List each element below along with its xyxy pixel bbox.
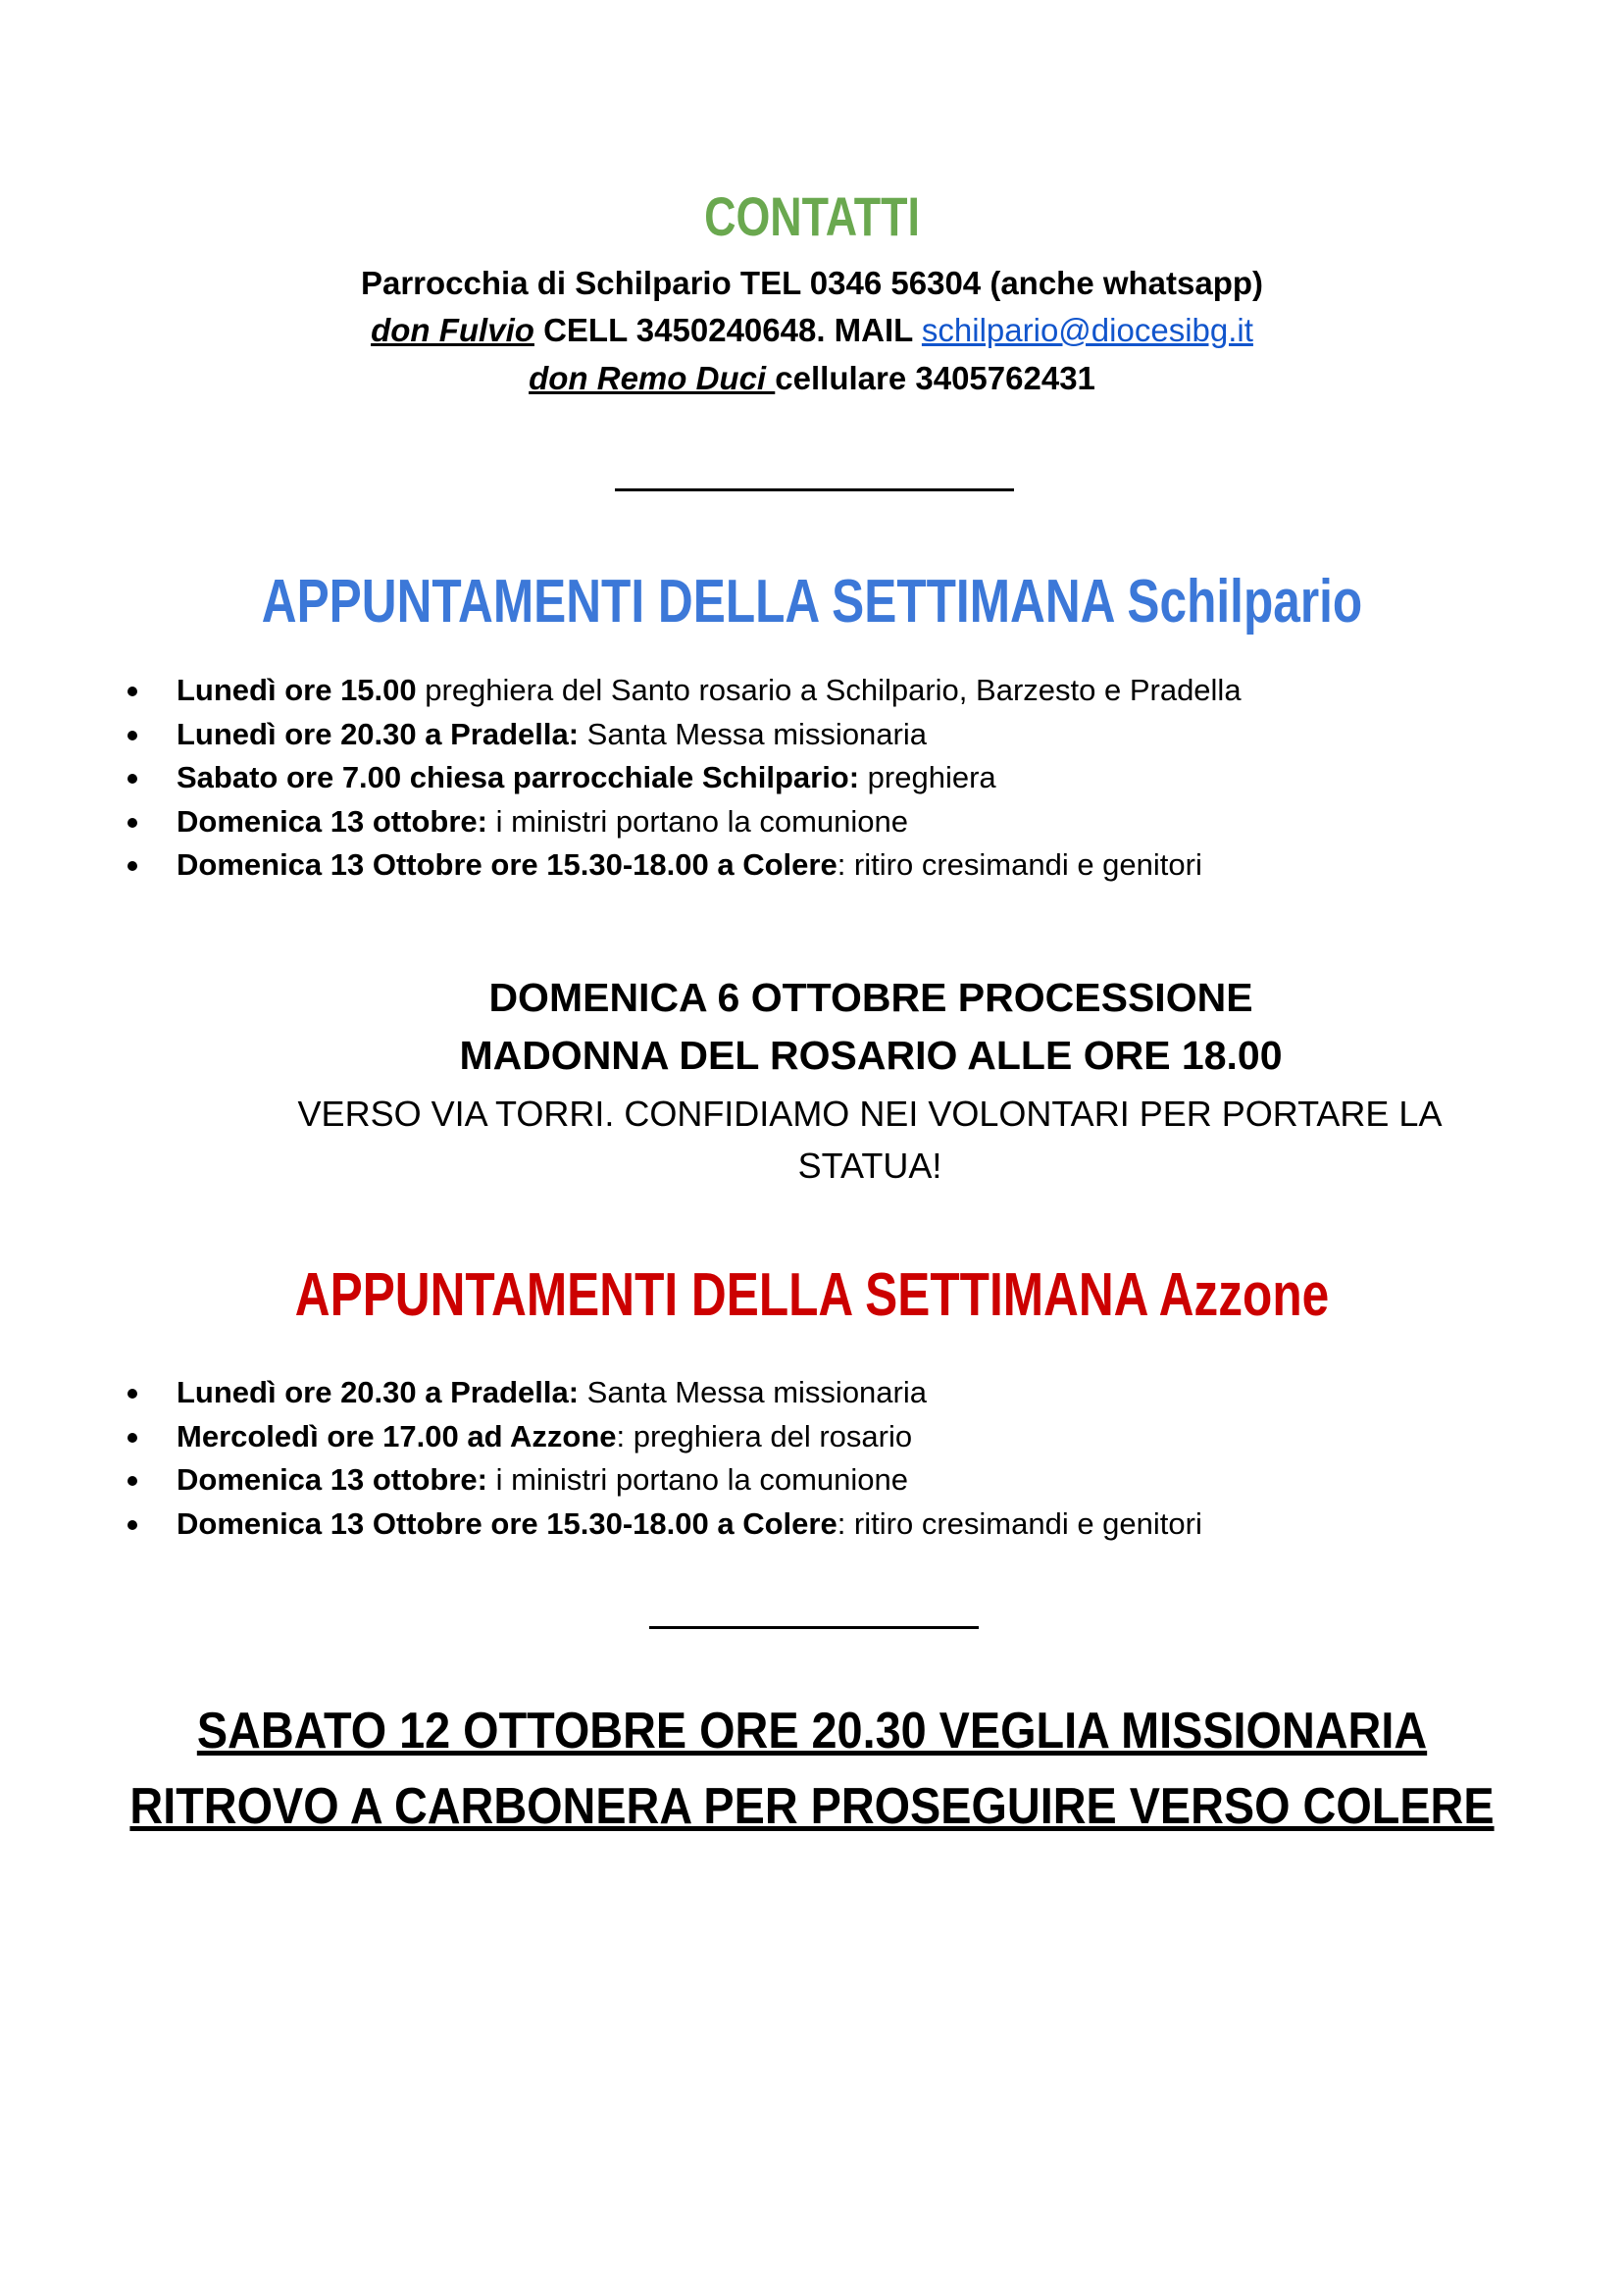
azzone-section-title: APPUNTAMENTI DELLA SETTIMANA Azzone	[294, 1261, 1330, 1329]
don-fulvio-name: don Fulvio	[371, 312, 534, 348]
event-description: Santa Messa missionaria	[579, 716, 927, 751]
procession-note-line2: STATUA!	[797, 1146, 942, 1186]
event-description: : ritiro cresimandi e genitori	[837, 1505, 1202, 1541]
event-when: Domenica 13 ottobre:	[177, 1462, 487, 1497]
schilpario-event-list	[0, 669, 1242, 888]
divider-line	[615, 488, 1014, 491]
event-when: Domenica 13 Ottobre ore 15.30-18.00 a Colere	[177, 847, 837, 882]
veglia-announcement-line2: RITROVO A CARBONERA PER PROSEGUIRE VERSO COLERE	[129, 1778, 1495, 1835]
veglia-announcement-line1: SABATO 12 OTTOBRE ORE 20.30 VEGLIA MISSIONARIA	[196, 1703, 1428, 1759]
procession-title-line1: DOMENICA 6 OTTOBRE PROCESSIONE	[488, 975, 1253, 1020]
event-description: i ministri portano la comunione	[486, 803, 908, 839]
procession-note-line1: VERSO VIA TORRI. CONFIDIAMO NEI VOLONTARI PER PORTARE LA	[297, 1094, 1443, 1134]
don-remo-phone: cellulare 3405762431	[775, 360, 1095, 396]
event-when: Domenica 13 ottobre:	[177, 803, 487, 839]
event-list-item	[0, 800, 1242, 844]
event-description: preghiera del Santo rosario a Schilpario, Barzesto e Pradella	[416, 673, 1242, 707]
don-remo-contact-line	[0, 360, 1624, 397]
event-when: Domenica 13 Ottobre ore 15.30-18.00 a Colere	[177, 1505, 837, 1541]
email-link[interactable]: schilpario@diocesibg.it	[921, 312, 1253, 348]
event-list-item	[0, 713, 1242, 757]
procession-title-line2: MADONNA DEL ROSARIO ALLE ORE 18.00	[459, 1033, 1283, 1078]
don-fulvio-contact-line	[0, 312, 1624, 349]
event-when: Lunedì ore 20.30 a Pradella:	[177, 716, 580, 751]
event-when: Lunedì ore 15.00	[177, 673, 417, 707]
don-remo-name: don Remo Duci	[529, 360, 776, 396]
event-description: preghiera	[859, 760, 996, 794]
event-description: : preghiera del rosario	[616, 1418, 913, 1453]
event-list-item	[0, 843, 1242, 888]
event-description: i ministri portano la comunione	[486, 1462, 908, 1497]
event-when: Mercoledì ore 17.00 ad Azzone	[177, 1418, 617, 1453]
event-list-item	[0, 1371, 1202, 1415]
event-list-item	[0, 1415, 1202, 1459]
schilpario-section-title: APPUNTAMENTI DELLA SETTIMANA Schilpario	[261, 568, 1363, 636]
event-list-item	[0, 669, 1242, 713]
divider-line	[649, 1626, 979, 1629]
event-list-item	[0, 1503, 1202, 1547]
event-when: Sabato ore 7.00 chiesa parrocchiale Schilpario:	[177, 760, 860, 794]
contatti-title: CONTATTI	[704, 185, 920, 247]
event-description: Santa Messa missionaria	[579, 1375, 927, 1409]
event-description: : ritiro cresimandi e genitori	[837, 847, 1202, 882]
event-list-item	[0, 756, 1242, 800]
event-when: Lunedì ore 20.30 a Pradella:	[177, 1375, 580, 1409]
azzone-event-list	[0, 1371, 1202, 1546]
parish-contact-line: Parrocchia di Schilpario TEL 0346 56304 (anche whatsapp)	[360, 265, 1264, 301]
don-fulvio-phone: CELL 3450240648. MAIL	[533, 312, 922, 348]
event-list-item	[0, 1458, 1202, 1503]
